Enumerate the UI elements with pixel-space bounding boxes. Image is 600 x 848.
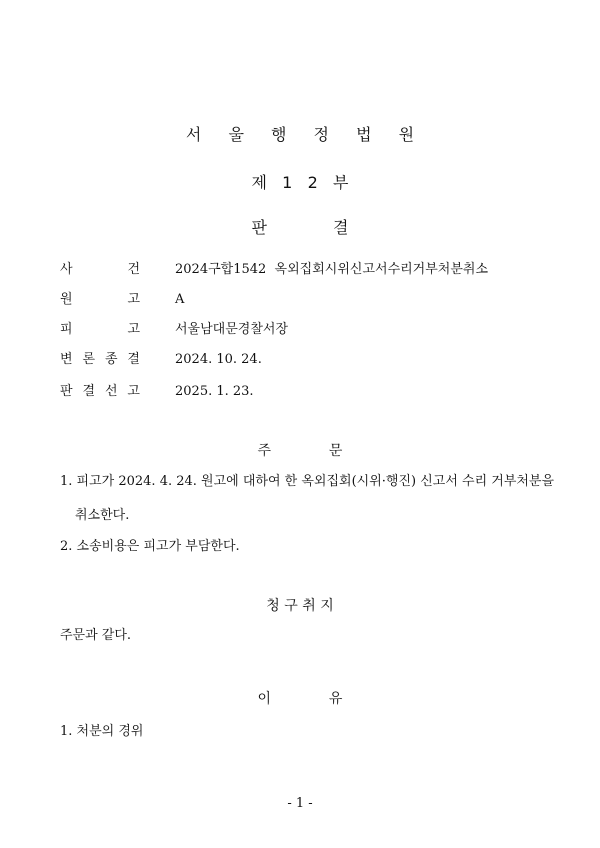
case-info-value: 2024. 10. 24. xyxy=(175,352,262,367)
case-info-value: 2024구합1542 옥외집회시위신고서수리거부처분취소 xyxy=(175,262,489,277)
case-info-value: 2025. 1. 23. xyxy=(175,384,254,399)
case-info-row-case xyxy=(60,260,560,280)
claim-text: 주문과 같다. xyxy=(60,628,132,643)
document-type-title: 판 결 xyxy=(251,218,349,237)
case-info-value: A xyxy=(175,292,185,307)
court-name: 서 울 행 정 법 원 xyxy=(185,125,426,144)
order-heading: 주 문 xyxy=(257,443,343,459)
page-number: - 1 - xyxy=(287,796,313,811)
case-info-row-judgment-date xyxy=(60,382,560,402)
case-info-row-hearing-concluded xyxy=(60,350,560,370)
case-info-label: 판 결 선 고 xyxy=(60,384,140,399)
court-division: 제 1 2 부 xyxy=(251,173,349,192)
case-info-label: 사 건 xyxy=(60,262,140,277)
case-info-row-plaintiff xyxy=(60,290,560,310)
case-info-row-defendant xyxy=(60,320,560,340)
order-item-2: 2. 소송비용은 피고가 부담한다. xyxy=(60,539,240,554)
order-item-1: 1. 피고가 2024. 4. 24. 원고에 대하여 한 옥외집회(시위·행진) 신고서 수리 거부처분을 xyxy=(60,474,555,489)
case-info-label: 피 고 xyxy=(60,322,140,337)
claim-heading: 청 구 취 지 xyxy=(266,598,334,614)
case-info-value: 서울남대문경찰서장 xyxy=(175,322,289,337)
reasons-item-1: 1. 처분의 경위 xyxy=(60,724,144,739)
case-info-label: 원 고 xyxy=(60,292,140,307)
reasons-heading: 이 유 xyxy=(257,691,343,707)
order-item-1-continued: 취소한다. xyxy=(75,508,130,523)
case-info-label: 변 론 종 결 xyxy=(60,352,140,367)
